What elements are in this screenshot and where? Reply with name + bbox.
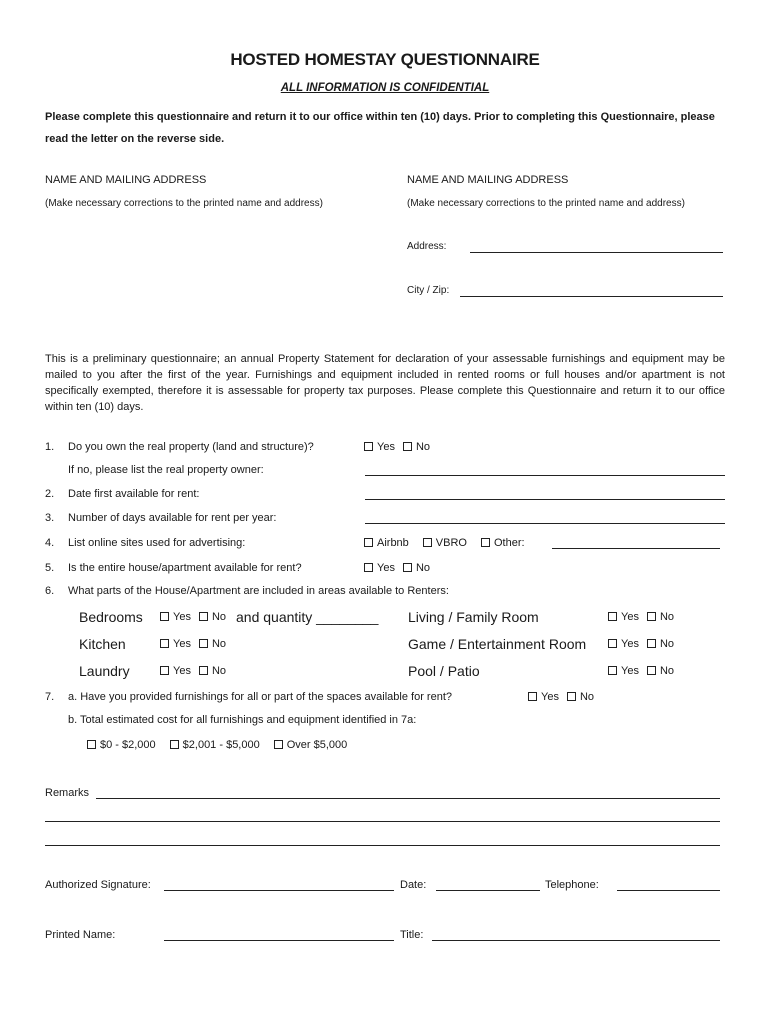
q6-pool-options <box>608 665 682 677</box>
q4-other-option[interactable]: Other: <box>481 537 525 549</box>
right-address-note: (Make necessary corrections to the printed name and address) <box>407 198 685 209</box>
checkbox-icon[interactable] <box>423 538 432 547</box>
signature-field[interactable] <box>164 890 394 891</box>
checkbox-icon[interactable] <box>199 612 208 621</box>
q5-yes-option[interactable]: Yes <box>364 562 395 574</box>
telephone-field[interactable] <box>617 890 720 891</box>
checkbox-icon[interactable] <box>364 563 373 572</box>
q6-bedrooms-quantity[interactable]: and quantity ________ <box>236 609 379 625</box>
q5-number: 5. <box>45 562 55 574</box>
cost-option-over-5000[interactable]: Over $5,000 <box>274 739 348 751</box>
pool-yes-option[interactable]: Yes <box>608 665 639 677</box>
q6-living-options <box>608 611 682 623</box>
q6-bedrooms-options <box>160 611 228 623</box>
q1-owner-field[interactable] <box>365 475 725 476</box>
q2-text: Date first available for rent: <box>68 488 200 500</box>
living-yes-option[interactable]: Yes <box>608 611 639 623</box>
checkbox-icon[interactable] <box>608 639 617 648</box>
q6-living-label: Living / Family Room <box>408 609 539 625</box>
checkbox-icon[interactable] <box>160 639 169 648</box>
printed-name-field[interactable] <box>164 940 394 941</box>
kitchen-yes-option[interactable]: Yes <box>160 638 191 650</box>
q3-text: Number of days available for rent per year: <box>68 512 277 524</box>
q3-days-field[interactable] <box>365 523 725 524</box>
q1-sub-text: If no, please list the real property owner: <box>68 464 264 476</box>
remarks-line-3[interactable] <box>45 845 720 846</box>
q6-kitchen-label: Kitchen <box>79 636 126 652</box>
q6-laundry-label: Laundry <box>79 663 130 679</box>
checkbox-icon[interactable] <box>481 538 490 547</box>
game-no-option[interactable]: No <box>647 638 674 650</box>
q7-a-text: a. Have you provided furnishings for all or part of the spaces available for rent? <box>68 691 452 703</box>
living-no-option[interactable]: No <box>647 611 674 623</box>
checkbox-icon[interactable] <box>403 442 412 451</box>
q6-game-label: Game / Entertainment Room <box>408 636 587 652</box>
checkbox-icon[interactable] <box>403 563 412 572</box>
checkbox-icon[interactable] <box>528 692 537 701</box>
checkbox-icon[interactable] <box>567 692 576 701</box>
checkbox-icon[interactable] <box>608 612 617 621</box>
q1-options <box>364 441 438 453</box>
q6-pool-label: Pool / Patio <box>408 663 480 679</box>
checkbox-icon[interactable] <box>160 612 169 621</box>
address-field[interactable] <box>470 252 723 253</box>
q2-number: 2. <box>45 488 55 500</box>
address-label: Address: <box>407 241 447 252</box>
q4-other-field[interactable] <box>552 548 720 549</box>
checkbox-icon[interactable] <box>364 442 373 451</box>
q1-no-option[interactable]: No <box>403 441 430 453</box>
right-address-heading: NAME AND MAILING ADDRESS <box>407 174 569 186</box>
checkbox-icon[interactable] <box>170 740 179 749</box>
title-label: Title: <box>400 929 424 941</box>
date-label: Date: <box>400 879 427 891</box>
checkbox-icon[interactable] <box>274 740 283 749</box>
q6-number: 6. <box>45 585 55 597</box>
q4-options <box>364 537 533 549</box>
q1-text: Do you own the real property (land and structure)? <box>68 441 314 453</box>
q1-yes-option[interactable]: Yes <box>364 441 395 453</box>
date-field[interactable] <box>436 890 540 891</box>
laundry-no-option[interactable]: No <box>199 665 226 677</box>
preliminary-paragraph: This is a preliminary questionnaire; an annual Property Statement for declaration of your assessable furnishings and equipment may be mailed to you after the first of the year. Furnishings and equipment included in rented rooms or full houses and/or apartment is not specifically exempted, therefore it is assessable for property tax purposes. Please complete this Questionnaire and return it to our office within ten (10) days. <box>45 353 725 413</box>
q6-kitchen-options <box>160 638 234 650</box>
city-zip-label: City / Zip: <box>407 285 450 296</box>
bedrooms-yes-option[interactable]: Yes <box>160 611 191 623</box>
printed-name-label: Printed Name: <box>45 929 116 941</box>
q5-text: Is the entire house/apartment available for rent? <box>68 562 302 574</box>
pool-no-option[interactable]: No <box>647 665 674 677</box>
q3-number: 3. <box>45 512 55 524</box>
bedrooms-no-option[interactable]: No <box>199 611 226 623</box>
q6-text: What parts of the House/Apartment are included in areas available to Renters: <box>68 585 449 597</box>
q4-text: List online sites used for advertising: <box>68 537 246 549</box>
q1-number: 1. <box>45 441 55 453</box>
checkbox-icon[interactable] <box>364 538 373 547</box>
q7a-no-option[interactable]: No <box>567 691 594 703</box>
left-address-heading: NAME AND MAILING ADDRESS <box>45 174 207 186</box>
title-field[interactable] <box>432 940 720 941</box>
q6-bedrooms-label: Bedrooms <box>79 609 143 625</box>
checkbox-icon[interactable] <box>87 740 96 749</box>
remarks-line-1[interactable] <box>96 798 720 799</box>
q7-b-text: b. Total estimated cost for all furnishings and equipment identified in 7a: <box>68 714 417 726</box>
checkbox-icon[interactable] <box>160 666 169 675</box>
laundry-yes-option[interactable]: Yes <box>160 665 191 677</box>
remarks-label: Remarks <box>45 787 90 799</box>
signature-label: Authorized Signature: <box>45 879 151 891</box>
cost-option-0-2000[interactable]: $0 - $2,000 <box>87 739 156 751</box>
q4-airbnb-option[interactable]: Airbnb <box>364 537 409 549</box>
checkbox-icon[interactable] <box>199 666 208 675</box>
q5-no-option[interactable]: No <box>403 562 430 574</box>
left-address-note: (Make necessary corrections to the printed name and address) <box>45 198 323 209</box>
q4-vbro-option[interactable]: VBRO <box>423 537 467 549</box>
checkbox-icon[interactable] <box>199 639 208 648</box>
cost-option-2001-5000[interactable]: $2,001 - $5,000 <box>170 739 260 751</box>
q7a-yes-option[interactable]: Yes <box>528 691 559 703</box>
q6-laundry-options <box>160 665 234 677</box>
q6-game-options <box>608 638 682 650</box>
telephone-label: Telephone: <box>545 879 599 891</box>
page-title: HOSTED HOMESTAY QUESTIONNAIRE <box>230 50 540 69</box>
q7-number: 7. <box>45 691 55 703</box>
checkbox-icon[interactable] <box>647 666 656 675</box>
q4-number: 4. <box>45 537 55 549</box>
q2-date-field[interactable] <box>365 499 725 500</box>
city-zip-field[interactable] <box>460 296 723 297</box>
game-yes-option[interactable]: Yes <box>608 638 639 650</box>
intro-instructions: Please complete this questionnaire and return it to our office within ten (10) days. Prior to completing this Questionnaire, please read the letter on the reverse side. <box>45 111 715 145</box>
checkbox-icon[interactable] <box>608 666 617 675</box>
confidential-subtitle: ALL INFORMATION IS CONFIDENTIAL <box>280 82 490 94</box>
q5-options <box>364 562 438 574</box>
checkbox-icon[interactable] <box>647 612 656 621</box>
checkbox-icon[interactable] <box>647 639 656 648</box>
q7-cost-options <box>87 739 355 751</box>
remarks-line-2[interactable] <box>45 821 720 822</box>
kitchen-no-option[interactable]: No <box>199 638 226 650</box>
q7-a-options <box>528 691 602 703</box>
